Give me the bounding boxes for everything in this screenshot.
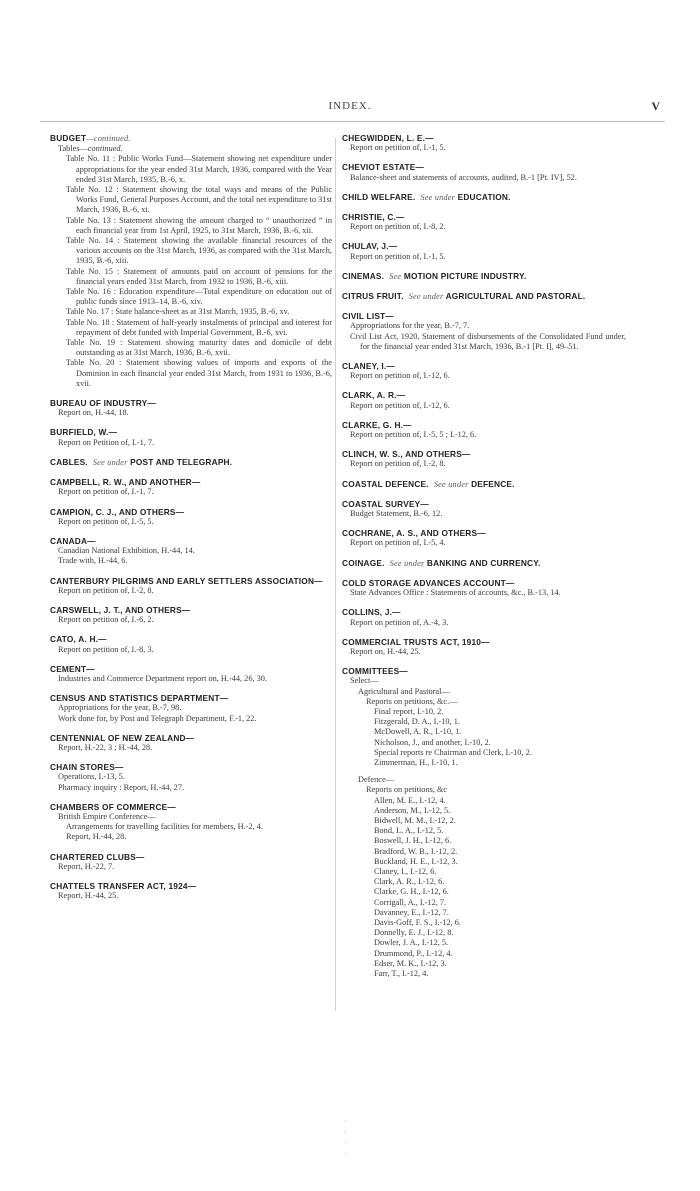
list-item: Anderson, M., I.-12, 5.	[374, 805, 451, 815]
page-header	[40, 100, 660, 116]
entry-line: Report on petition of, I.-2, 8.	[350, 459, 446, 469]
entry-line: Civil List Act, 1920, Statement of disbursements of the Consolidated Fund under, for the financial year ended 31st March, 1936, B.-1 [Pt. I], 49–51.	[350, 331, 626, 351]
column-divider	[335, 138, 336, 1011]
entry-line: Report on petition of, I.-8, 2.	[350, 222, 446, 232]
entry-line: Report on, H.-44, 25.	[350, 646, 421, 656]
entry-line: Report on Petition of, I.-1, 7.	[58, 437, 155, 447]
entry-heading: CIVIL LIST—	[342, 311, 394, 322]
list-item: Allen, M. E., I.-12, 4.	[374, 795, 446, 805]
entry-line: Report on petition of, I.-12, 6.	[350, 400, 450, 410]
entry-line: State Advances Office : Statements of accounts, &c., B.-13, 14.	[350, 588, 561, 598]
entry-line: Appropriations for the year, B.-7, 7.	[350, 321, 470, 331]
entry-line: Report on petition of, I.-12, 6.	[350, 371, 450, 381]
list-item: Fitzgerald, D. A., I.-10, 1.	[374, 717, 460, 727]
table-line: Table No. 17 : State balance-sheet as at 31st March, 1935, B.-6, xv.	[66, 307, 290, 317]
entry-committees	[342, 666, 626, 979]
entry-heading: CHATTELS TRANSFER ACT, 1924—	[50, 880, 197, 891]
table-line: Table No. 14 : Statement showing the available financial resources of the various accounts on the 31st March, 1936, as compared with the 31st March, 1935, B.-6, xiii.	[66, 236, 332, 266]
entry-heading: CITRUS FRUIT. See under AGRICULTURAL AND PASTORAL.	[342, 291, 586, 302]
entry-coastal-defence	[342, 479, 626, 490]
entry-line: Report on petition of, I.-6, 2.	[58, 615, 154, 625]
table-line: Table No. 15 : Statement of amounts paid on account of pensions for the financial years ended 31st March, from 1932 to 1936, B.-6, xiii.	[66, 266, 332, 286]
entry-heading: CHARTERED CLUBS—	[50, 851, 145, 862]
entry-claney	[342, 361, 626, 381]
entry-heading: COINAGE. See under BANKING AND CURRENCY.	[342, 557, 541, 568]
entry-canterbury-pilgrims	[50, 576, 332, 596]
list-item: Dowler, J. A., I.-12, 5.	[374, 938, 449, 948]
entry-heading: BUDGET—continued.	[50, 133, 131, 143]
entry-campion	[50, 507, 332, 527]
entry-centennial	[50, 733, 332, 753]
entry-cinemas	[342, 271, 626, 282]
entry-census	[50, 693, 332, 724]
entry-line: Report on petition of, I.-8, 3.	[58, 644, 154, 654]
entry-line: Report on petition of, A.-4, 3.	[350, 617, 449, 627]
list-item: Claney, I., I.-12, 6.	[374, 866, 437, 876]
entry-subheading: Defence—	[358, 775, 394, 785]
entry-heading: BURFIELD, W.—	[50, 427, 118, 438]
list-item: Edser, M. K., I.-12, 3.	[374, 958, 447, 968]
entry-heading: CANTERBURY PILGRIMS AND EARLY SETTLERS ASSOCIATION—	[50, 575, 323, 586]
entry-chartered-clubs	[50, 852, 332, 872]
entry-line: Pharmacy inquiry : Report, H.-44, 27.	[58, 782, 185, 792]
table-line: Table No. 18 : Statement of half-yearly instalments of principal and interest for repayment of debt funded with Imperial Government, B.-6, xvi.	[66, 317, 332, 337]
entry-chain-stores	[50, 762, 332, 793]
entry-line: Report on petition of, I.-2, 8.	[58, 585, 154, 595]
entry-cochrane	[342, 528, 626, 548]
entry-clark-ar	[342, 390, 626, 410]
entry-heading: COLD STORAGE ADVANCES ACCOUNT—	[342, 577, 515, 588]
entry-christie	[342, 212, 626, 232]
entry-line: Operations, I.-13, 5.	[58, 772, 125, 782]
entry-heading: CHEGWIDDEN, L. E.—	[342, 133, 434, 143]
entry-line: Report on petition of, I.-5, 4.	[350, 538, 446, 548]
entry-subheading: British Empire Conference—	[58, 811, 156, 821]
entry-subheading: Reports on petitions, &c	[366, 785, 448, 795]
entry-heading: BUREAU OF INDUSTRY—	[50, 398, 156, 409]
entry-bureau-of-industry	[50, 398, 332, 418]
entry-chattels-transfer-act	[50, 881, 332, 901]
entry-heading: CHEVIOT ESTATE—	[342, 162, 424, 173]
list-item: Bidwell, M. M., I.-12, 2.	[374, 815, 456, 825]
entry-cement	[50, 664, 332, 684]
table-line: Table No. 19 : Statement showing maturity dates and domicile of debt outstanding as at 31st March, 1936, B.-6, xvii.	[66, 338, 332, 358]
entry-carswell	[50, 605, 332, 625]
scan-marks	[345, 1120, 347, 1165]
list-item: Boswell, J. H., I.-12, 6.	[374, 836, 452, 846]
entry-heading: CHRISTIE, C.—	[342, 212, 405, 223]
entry-heading: CENTENNIAL OF NEW ZEALAND—	[50, 732, 195, 743]
entry-clinch	[342, 449, 626, 469]
right-column	[342, 133, 626, 988]
entry-line: Report on petition of, I.-1, 7.	[58, 487, 154, 497]
list-item: Farr, T., I.-12, 4.	[374, 969, 429, 978]
list-item: Final report, I.-10, 2.	[374, 706, 444, 716]
entry-subheading: Agricultural and Pastoral—	[358, 686, 450, 696]
entry-line: Report, H.-22, 3 ; H.-44, 28.	[58, 742, 153, 752]
entry-heading: CAMPBELL, R. W., AND ANOTHER—	[50, 477, 201, 488]
page-number: V	[651, 99, 660, 113]
entry-heading: CHAIN STORES—	[50, 762, 124, 773]
entry-heading: COCHRANE, A. S., AND OTHERS—	[342, 528, 486, 539]
entry-clarke-gh	[342, 420, 626, 440]
entry-heading: CENSUS AND STATISTICS DEPARTMENT—	[50, 693, 229, 704]
list-item: Corrigall, A., I.-12, 7.	[374, 897, 447, 907]
entry-line: Report, H.-44, 28.	[66, 832, 127, 842]
entry-cato	[50, 634, 332, 654]
list-item: Davanney, E., I.-12, 7.	[374, 907, 449, 917]
entry-canada	[50, 536, 332, 567]
table-line: Table No. 12 : Statement showing the total ways and means of the Public Works Fund, General Purposes Account, and the total net expenditure to 31st March, 1936, B.-6, xi.	[66, 185, 332, 215]
entry-line: Report on, H.-44, 18.	[58, 408, 129, 418]
header-rule	[40, 121, 665, 122]
entry-chegwidden	[342, 133, 626, 153]
left-column	[50, 133, 332, 910]
list-item: Bradford, W. B., I.-12, 2.	[374, 846, 458, 856]
entry-heading: CABLES. See under POST AND TELEGRAPH.	[50, 456, 233, 467]
entry-coinage	[342, 558, 626, 569]
entry-line: Canadian National Exhibition, H.-44, 14.	[58, 546, 195, 556]
list-item: Drummond, P., I.-12, 4.	[374, 948, 453, 958]
entry-line: Budget Statement, B.-6, 12.	[350, 509, 443, 519]
entry-subheading: Reports on petitions, &c.—	[366, 696, 458, 706]
entry-heading: CATO, A. H.—	[50, 634, 107, 645]
entry-cables	[50, 457, 332, 468]
entry-heading: CINEMAS. See MOTION PICTURE INDUSTRY.	[342, 270, 527, 281]
entry-child-welfare	[342, 192, 626, 203]
entry-citrus-fruit	[342, 291, 626, 302]
entry-line: Report on petition of, I.-5, 5.	[58, 516, 154, 526]
entry-chulav	[342, 241, 626, 261]
list-item: Nicholson, J., and another, I.-10, 2.	[374, 737, 491, 747]
table-line: Table No. 13 : Statement showing the amount charged to “ unauthorized ” in each financial year from 1st April, 1925, to 31st March, 1936, B.-6, xii.	[66, 215, 332, 235]
list-item: Davis-Goff, F. S., I.-12, 6.	[374, 917, 461, 927]
entry-heading: COASTAL SURVEY—	[342, 498, 429, 509]
entry-heading: CAMPION, C. J., AND OTHERS—	[50, 506, 185, 517]
list-item: Zimmerman, H., I.-10, 1.	[374, 757, 458, 767]
entry-burfield	[50, 427, 332, 447]
entry-line: Report on petition of, I.-1, 5.	[350, 143, 446, 153]
list-item: McDowell, A. R., I.-10, 1.	[374, 727, 462, 737]
entry-line: Work done for, by Post and Telegraph Department, F.-1, 22.	[58, 713, 257, 723]
entry-subheading: Select—	[350, 676, 379, 686]
entry-heading: COASTAL DEFENCE. See under DEFENCE.	[342, 478, 515, 489]
table-line: Table No. 20 : Statement showing values of imports and exports of the Dominion in each financial year ended 31st March, from 1931 to 1936, B.-6, xvii.	[66, 358, 332, 388]
entry-budget	[50, 133, 332, 389]
entry-collins	[342, 607, 626, 627]
entry-heading: CANADA—	[50, 535, 96, 546]
entry-line: Report, H.-44, 25.	[58, 891, 119, 901]
entry-line: Arrangements for travelling facilities for members, H.-2, 4.	[66, 822, 263, 832]
entry-heading: COLLINS, J.—	[342, 607, 401, 618]
entry-line: Report on petition of, I.-5, 5 ; I.-12, 6.	[350, 430, 477, 440]
entry-heading: CEMENT—	[50, 663, 95, 674]
entry-coastal-survey	[342, 499, 626, 519]
entry-heading: CLARKE, G. H.—	[342, 419, 412, 430]
table-line: Table No. 11 : Public Works Fund—Statement showing net expenditure under appropriations for the year ended 31st March, 1936, compared with the Year ended 31st March, 1935, B.-6, x.	[66, 154, 332, 184]
entry-commercial-trusts-act	[342, 637, 626, 657]
entry-cold-storage	[342, 578, 626, 598]
list-item: Clark, A. R., I.-12, 6.	[374, 877, 445, 887]
entry-cheviot-estate	[342, 162, 626, 182]
entry-heading: CLARK, A. R.—	[342, 390, 406, 401]
entry-heading: CLINCH, W. S., AND OTHERS—	[342, 449, 471, 460]
entry-heading: CLANEY, I.—	[342, 361, 395, 372]
entry-heading: CHILD WELFARE. See under EDUCATION.	[342, 191, 511, 202]
entry-line: Report, H.-22, 7.	[58, 861, 115, 871]
entry-heading: CARSWELL, J. T., AND OTHERS—	[50, 604, 191, 615]
entry-heading: CHULAV, J.—	[342, 241, 398, 252]
list-item: Clarke, G. H., I.-12, 6.	[374, 887, 449, 897]
list-item: Special reports re Chairman and Clerk, I.-10, 2.	[374, 747, 532, 757]
entry-campbell	[50, 477, 332, 497]
entry-heading: CHAMBERS OF COMMERCE—	[50, 801, 176, 812]
entry-line: Balance-sheet and statements of accounts, audited, B.-1 [Pt. IV], 52.	[350, 172, 577, 182]
entry-heading: COMMERCIAL TRUSTS ACT, 1910—	[342, 636, 490, 647]
entry-line: Industries and Commerce Department report on, H.-44, 26, 30.	[58, 673, 267, 683]
list-item: Donnelly, E. J., I.-12, 8.	[374, 928, 454, 938]
entry-heading: COMMITTEES—	[342, 666, 408, 677]
entry-line: Appropriations for the year, B.-7, 98.	[58, 703, 182, 713]
entry-subheading: Tables—continued.	[58, 144, 123, 154]
entry-civil-list	[342, 311, 626, 352]
table-line: Table No. 16 : Education expenditure—Total expenditure on education out of public funds since 1913–14, B.-6, xiv.	[66, 287, 332, 307]
page-title: INDEX.	[328, 100, 372, 112]
entry-line: Trade with, H.-44, 6.	[58, 556, 128, 566]
list-item: Bond, L. A., I.-12, 5.	[374, 826, 444, 836]
list-item: Buckland, H. E., I.-12, 3.	[374, 856, 458, 866]
entry-line: Report on petition of, I.-1, 5.	[350, 251, 446, 261]
entry-chambers-of-commerce	[50, 802, 332, 843]
